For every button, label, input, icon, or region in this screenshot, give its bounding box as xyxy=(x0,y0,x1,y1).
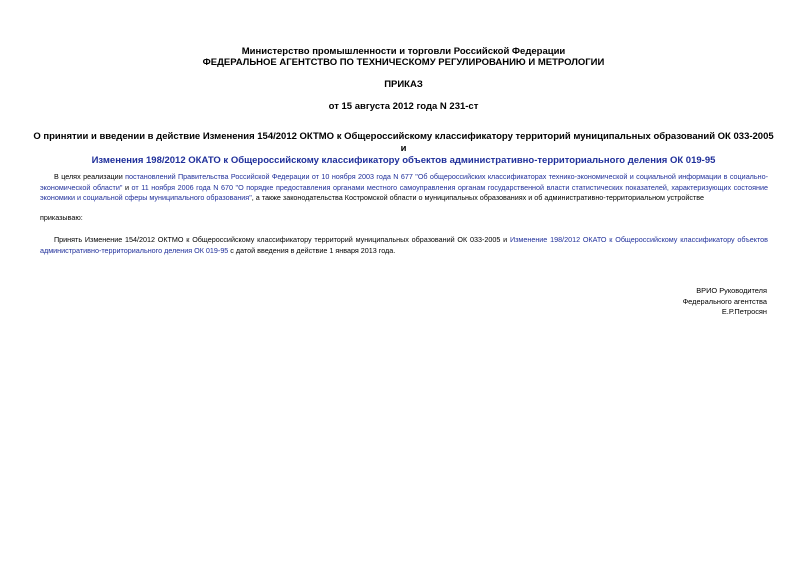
document-date-number: от 15 августа 2012 года N 231-ст xyxy=(328,101,479,112)
preamble-text1: В целях реализации xyxy=(54,172,126,181)
link-okato-change-198[interactable]: Изменение 198/2012 ОКАТО к Общероссийскому классификатору объектов административно-территориального деления ОК 019-95 xyxy=(40,235,768,255)
agency-name: ФЕДЕРАЛЬНОЕ АГЕНТСТВО ПО ТЕХНИЧЕСКОМУ РЕГУЛИРОВАНИЮ И МЕТРОЛОГИИ xyxy=(202,57,605,68)
preamble-paragraph xyxy=(40,172,768,204)
signature-name: Е.Р.Петросян xyxy=(721,307,767,316)
signature-agency: Федерального агентства xyxy=(682,296,767,306)
document-title xyxy=(30,131,777,167)
order-paragraph xyxy=(40,235,768,256)
title-link-okato-change[interactable]: Изменения 198/2012 ОКАТО к Общероссийскому классификатору объектов административно-территориального деления ОК 019-95 xyxy=(91,155,716,166)
preamble-text2: и xyxy=(122,182,132,192)
link-resolution-677[interactable]: постановлений Правительства Российской Федерации от 10 ноября 2003 года N 677 "Об общероссийских классификаторах технико-экономической и социальной информации в социально-экономической области" xyxy=(40,172,768,192)
signature-position: ВРИО Руководителя xyxy=(696,286,767,295)
signature-block xyxy=(683,286,767,318)
link-resolution-670[interactable]: от 11 ноября 2006 года N 670 "О порядке предоставления органами местного самоуправления органам государственной власти статистических показателей, характеризующих состояние экономики и социальной сферы муниципального образования" xyxy=(40,182,768,202)
order-text2: с датой введения в действие 1 января 2013 года. xyxy=(228,245,396,255)
ministry-name: Министерство промышленности и торговли Российской Федерации xyxy=(241,46,566,57)
order-text1: Принять Изменение 154/2012 ОКТМО к Общероссийскому классификатору территорий муниципальных образований ОК 033-2005 и xyxy=(54,235,510,244)
preamble-text3: , а также законодательства Костромской области о муниципальных образованиях и об административно-территориальном устройстве xyxy=(251,193,704,202)
order-word: приказываю: xyxy=(40,213,83,222)
title-line1: О принятии и введении в действие Изменения 154/2012 ОКТМО к Общероссийскому классификатору территорий муниципальных образований ОК 033-2005 и xyxy=(33,131,774,154)
document-type: ПРИКАЗ xyxy=(384,79,423,90)
